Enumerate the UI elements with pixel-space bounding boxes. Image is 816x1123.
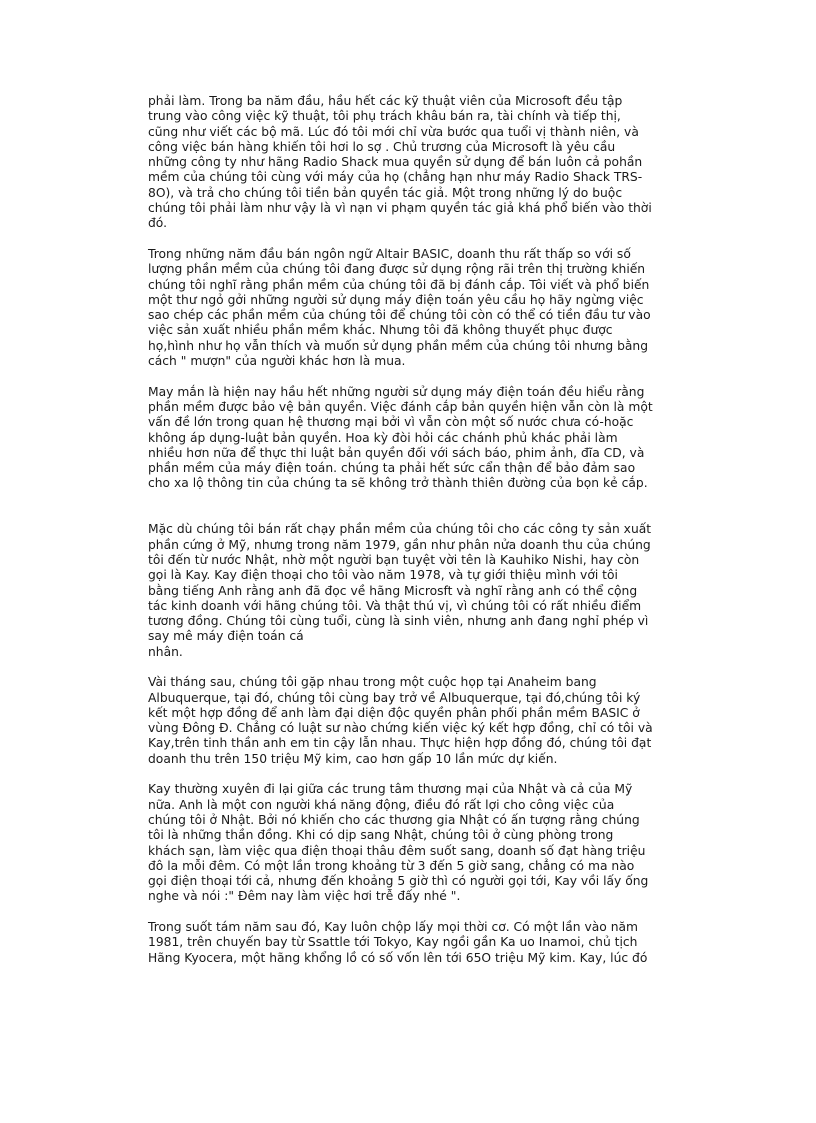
paragraph-5: Vài tháng sau, chúng tôi gặp nhau trong một cuộc họp tại Anaheim bang Albuquerque, tại đó, chúng tôi cùng bay trở về Albuquerque, tại đó,chúng tôi ký kết một hợp đồng để anh làm đại diện độc quyền phân phối phần mềm BASIC ở vùng Đông Đ. Chẳng có luật sư nào chứng kiến việc ký kết hợp đồng, chỉ có tôi và Kay,trên tinh thần anh em tin cậy lẫn nhau. Thực hiện hợp đồng đó, chúng tôi đạt doanh thu trên 150 triệu Mỹ kim, cao hơn gấp 10 lần mức dự kiến. bbox=[148, 675, 653, 766]
paragraph-4: Mặc dù chúng tôi bán rất chạy phần mềm của chúng tôi cho các công ty sản xuất phần cứng ở Mỹ, nhưng trong năm 1979, gần như phân nửa doanh thu của chúng tôi đến từ nước Nhật, nhờ một người bạn tuyệt vời tên là Kauhiko Nishi, hay còn gọi là Kay. Kay điện thoại cho tôi vào năm 1978, và tự giới thiệu mình với tôi bằng tiếng Anh rằng anh đã đọc về hãng Microsft và nghĩ rằng anh có thể cộng tác kinh doanh với hãng chúng tôi. Và thật thú vị, vì chúng tôi có rất nhiều điểm tương đồng. Chúng tôi cùng tuổi, cùng là sinh viên, nhưng anh đang nghỉ phép vì say mê máy điện toán cá nhân. bbox=[148, 522, 652, 659]
paragraph-7: Trong suốt tám năm sau đó, Kay luôn chộp lấy mọi thời cơ. Có một lần vào năm 1981, trên chuyến bay từ Ssattle tới Tokyo, Kay ngồi gần Ka uo Inamoi, chủ tịch Hãng Kyocera, một hãng khổng lồ có số vốn lên tới 65O triệu Mỹ kim. Kay, lúc đó bbox=[148, 920, 648, 965]
paragraph-1: phải làm. Trong ba năm đầu, hầu hết các kỹ thuật viên của Microsoft đều tập trung vào công việc kỹ thuật, tôi phụ trách khâu bán ra, tài chính và tiếp thị, cũng như viết các bộ mã. Lúc đó tôi mới chỉ vừa bước qua tuổi vị thành niên, và công việc bán hàng khiến tôi hơi lo sợ . Chủ trương của Microsoft là yêu cầu những công ty như hãng Radio Shack mua quyền sử dụng để bán luôn cả pohần mềm của chúng tôi cùng với máy của họ (chẳng hạn như máy Radio Shack TRS- 8O), và trả cho chúng tôi tiền bản quyền tác giả. Một trong những lý do buộc chúng tôi phải làm như vậy là vì nạn vi phạm quyền tác giả khá phổ biến vào thời đó. bbox=[148, 94, 652, 231]
paragraph-2: Trong những năm đầu bán ngôn ngữ Altair BASIC, doanh thu rất thấp so với số lượng phần mềm của chúng tôi đang được sử dụng rộng rãi trên thị trường khiến chúng tôi nghĩ rằng phần mềm của chúng tôi đã bị đánh cắp. Tôi viết và phổ biến một thư ngỏ gởi những người sử dụng máy điện toán yêu cầu họ hãy ngừng việc sao chép các phần mềm của chúng tôi để chúng tôi còn có thể có tiền đầu tư vào việc sản xuất nhiều phần mềm khác. Nhưng tôi đã không thuyết phục được họ,hình như họ vẫn thích và muốn sử dụng phần mềm của chúng tôi nhưng bằng cách " mượn" của người khác hơn là mua. bbox=[148, 246, 651, 369]
paragraph-3: May mắn là hiện nay hầu hết những người sử dụng máy điện toán đều hiểu rằng phần mềm được bảo vệ bản quyền. Việc đánh cắp bản quyền hiện vẫn còn là một vấn đề lớn trong quan hệ thương mại bởi vì vẫn còn một số nước chưa có-hoặc không áp dụng-luật bản quyền. Hoa kỳ đòi hỏi các chánh phủ khác phải làm nhiều hơn nữa để thực thi luật bản quyền đối với sách báo, phim ảnh, đĩa CD, và phần mềm của máy điện toán. chúng ta phải hết sức cẩn thận để bảo đảm sao cho xa lộ thông tin của chúng ta sẽ không trở thành thiên đường của bọn kẻ cắp. bbox=[148, 384, 653, 491]
document-body bbox=[148, 94, 688, 981]
paragraph-6: Kay thường xuyên đi lại giữa các trung tâm thương mại của Nhật và cả của Mỹ nữa. Anh là một con người khá năng động, điều đó rất lợi cho công việc của chúng tôi ở Nhật. Bởi nó khiến cho các thương gia Nhật có ấn tượng rằng chúng tôi là những thần đồng. Khi có dịp sang Nhật, chúng tôi ở cùng phòng trong khách sạn, làm việc qua điện thoại thâu đêm suốt sang, doanh số đạt hàng triệu đô la mỗi đêm. Có một lần trong khoảng từ 3 đến 5 giờ sang, chẳng có ma nào gọi điện thoại tới cả, nhưng đến khoảng 5 giờ thì có người gọi tới, Kay vồi lấy ống nghe và nói :" Đêm nay làm việc hơi trễ đấy nhé ". bbox=[148, 782, 649, 904]
